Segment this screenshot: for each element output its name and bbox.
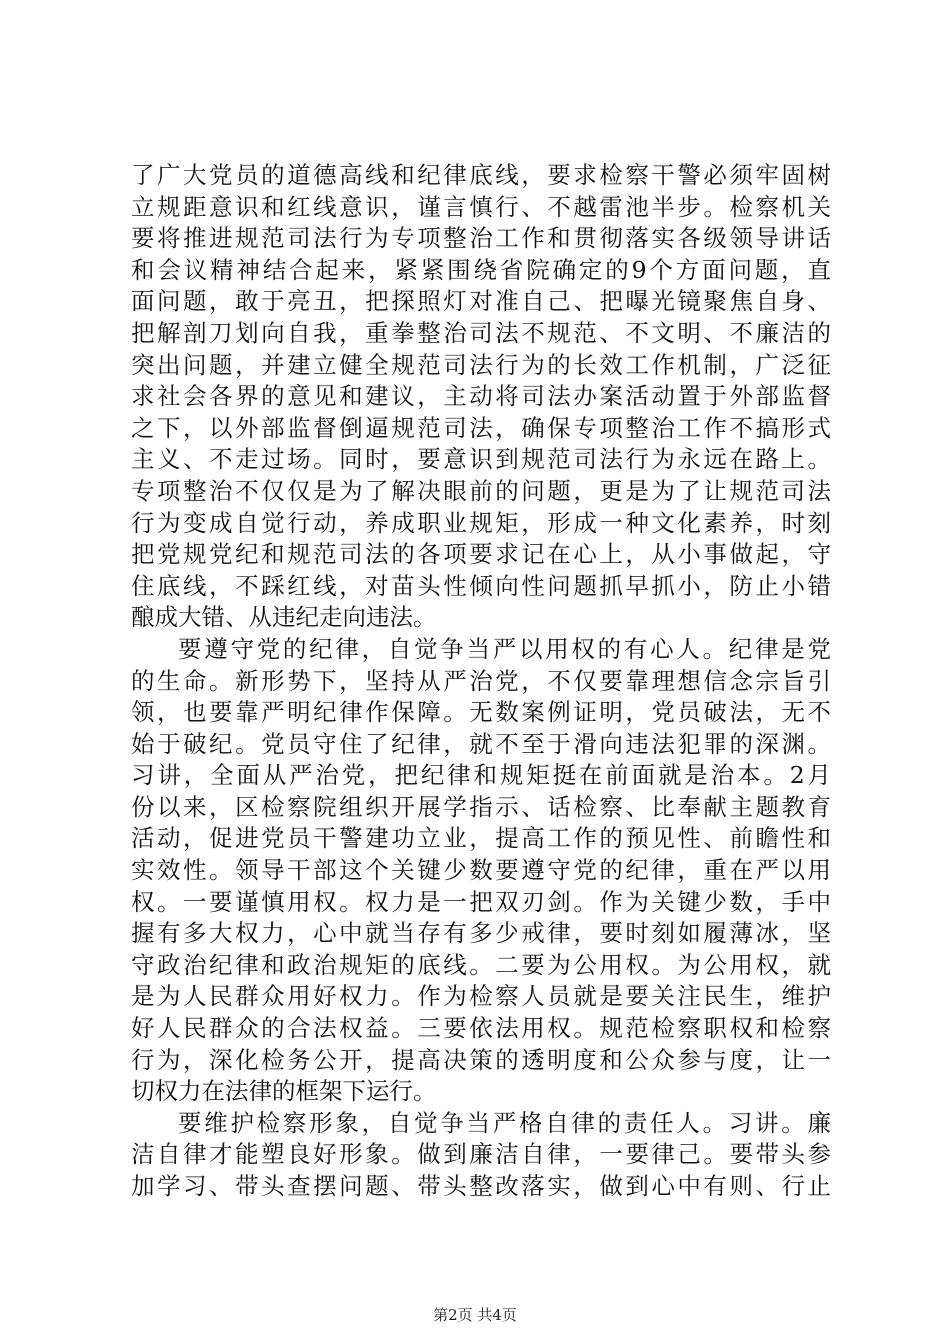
text-line: 专项整治不仅仅是为了解决眼前的问题，更是为了让规范司法	[131, 476, 831, 505]
text-line: 突出问题，并建立健全规范司法行为的长效工作机制，广泛征	[131, 350, 831, 379]
text-line: 份以来，区检察院组织开展学指示、话检察、比奉献主题教育	[131, 792, 831, 821]
text-line: 之下，以外部监督倒逼规范司法，确保专项整治工作不搞形式	[131, 413, 831, 442]
text-line: 握有多大权力，心中就当存有多少戒律，要时刻如履薄冰，坚	[131, 919, 831, 948]
text-line: 加学习、带头查摆问题、带头整改落实，做到心中有则、行止	[131, 1172, 831, 1200]
text-line: 切权力在法律的框架下运行。	[131, 1077, 437, 1106]
text-line: 和会议精神结合起来，紧紧围绕省院确定的9个方面问题，直	[131, 255, 831, 284]
text-line: 求社会各界的意见和建议，主动将司法办案活动置于外部监督	[131, 382, 831, 411]
text-line: 是为人民群众用好权力。作为检察人员就是要关注民生，维护	[131, 982, 831, 1011]
text-line: 习讲，全面从严治党，把纪律和规矩挺在前面就是治本。2月	[131, 761, 831, 790]
text-line: 好人民群众的合法权益。三要依法用权。规范检察职权和检察	[131, 1014, 831, 1043]
text-line: 面问题，敢于亮丑，把探照灯对准自己、把曝光镜聚焦自身、	[131, 287, 831, 316]
text-line: 活动，促进党员干警建功立业，提高工作的预见性、前瞻性和	[131, 824, 831, 853]
text-line: 住底线，不踩红线，对苗头性倾向性问题抓早抓小，防止小错	[131, 571, 831, 600]
text-line: 把解剖刀划向自我，重拳整治司法不规范、不文明、不廉洁的	[131, 318, 831, 347]
text-line: 的生命。新形势下，坚持从严治党，不仅要靠理想信念宗旨引	[131, 666, 831, 695]
text-line: 实效性。领导干部这个关键少数要遵守党的纪律，重在严以用	[131, 856, 831, 885]
text-line: 立规距意识和红线意识，谨言慎行、不越雷池半步。检察机关	[131, 192, 831, 221]
text-line: 领，也要靠严明纪律作保障。无数案例证明，党员破法，无不	[131, 698, 831, 727]
page-number-footer: 第2页 共4页	[433, 1306, 517, 1324]
text-line: 要将推进规范司法行为专项整治工作和贯彻落实各级领导讲话	[131, 224, 831, 253]
text-line: 把党规党纪和规范司法的各项要求记在心上，从小事做起，守	[131, 540, 831, 569]
text-line: 主义、不走过场。同时，要意识到规范司法行为永远在路上。	[131, 445, 831, 474]
text-line: 守政治纪律和政治规矩的底线。二要为公用权。为公用权，就	[131, 950, 831, 979]
text-line: 始于破纪。党员守住了纪律，就不至于滑向违法犯罪的深渊。	[131, 729, 831, 758]
text-line: 行为变成自觉行动，养成职业规矩，形成一种文化素养，时刻	[131, 508, 831, 537]
text-line: 酿成大错、从违纪走向违法。	[131, 603, 437, 632]
body-text	[131, 160, 831, 1203]
text-line: 行为，深化检务公开，提高决策的透明度和公众参与度，让一	[131, 1045, 831, 1074]
paragraph-first-line: 要遵守党的纪律，自觉争当严以用权的有心人。纪律是党	[178, 634, 831, 663]
paragraph-first-line: 要维护检察形象，自觉争当严格自律的责任人。习讲。廉	[178, 1108, 831, 1137]
text-line: 洁自律才能塑良好形象。做到廉洁自律，一要律己。要带头参	[131, 1140, 831, 1169]
text-line: 权。一要谨慎用权。权力是一把双刃剑。作为关键少数，手中	[131, 887, 831, 916]
text-line: 了广大党员的道德高线和纪律底线，要求检察干警必须牢固树	[131, 161, 831, 189]
